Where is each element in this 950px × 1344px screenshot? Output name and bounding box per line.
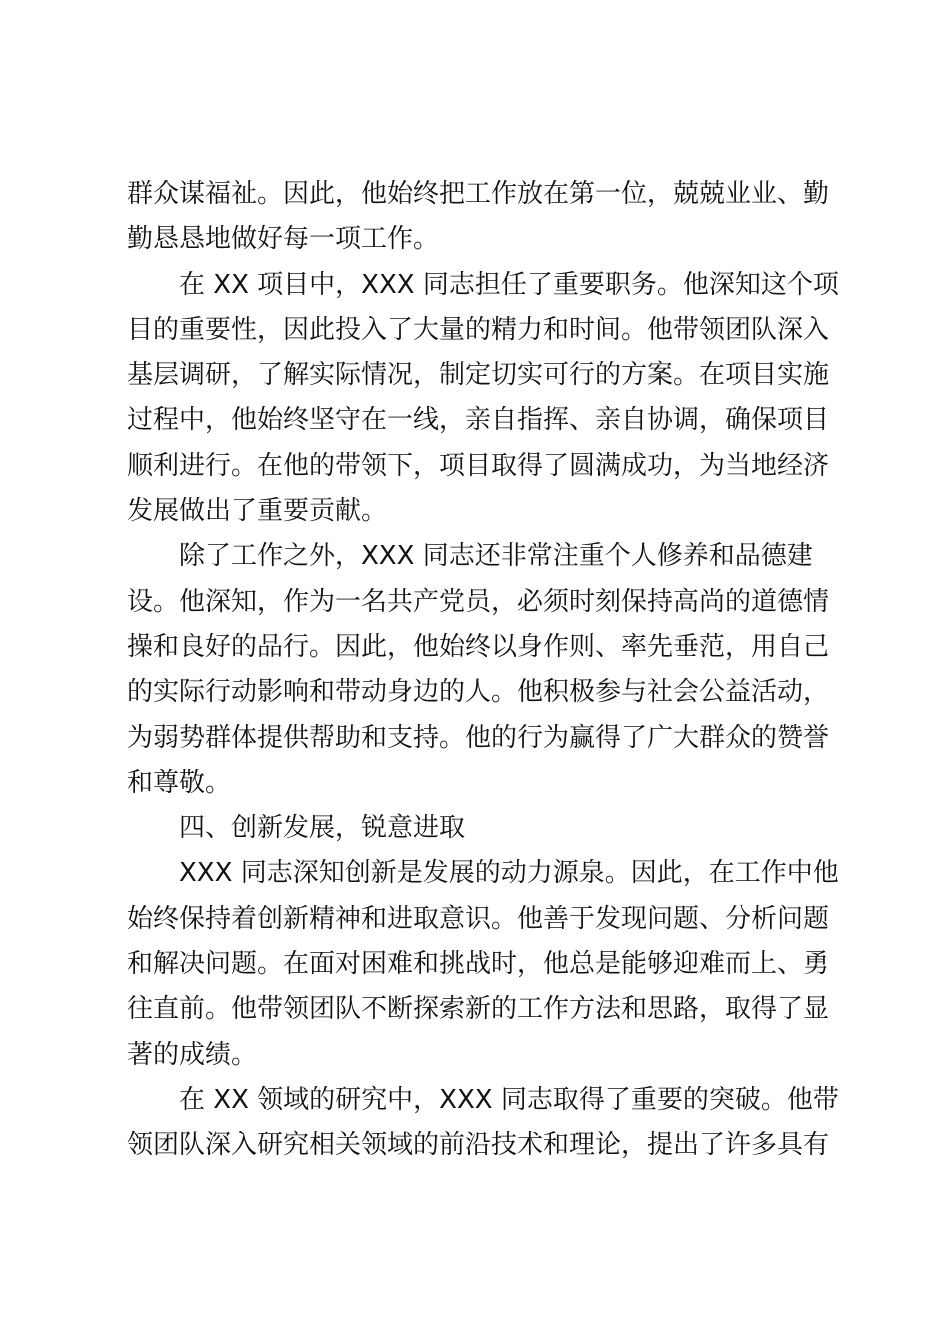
text-line: 为弱势群体提供帮助和支持。他的行为赢得了广大群众的赞誉 — [127, 722, 830, 753]
text-line: 群众谋福祉。因此，他始终把工作放在第一位，兢兢业业、勤 — [127, 179, 830, 209]
text-line: 和解决问题。在面对困难和挑战时，他总是能够迎难而上、勇 — [127, 949, 830, 980]
text-line: 目的重要性，因此投入了大量的精力和时间。他带领团队深入 — [127, 314, 830, 345]
text-line: 过程中，他始终坚守在一线，亲自指挥、亲自协调，确保项目 — [127, 405, 830, 436]
text-line: 顺利进行。在他的带领下，项目取得了圆满成功，为当地经济 — [127, 450, 830, 481]
text-line: 操和良好的品行。因此，他始终以身作则、率先垂范，用自己 — [127, 631, 830, 662]
text-line: XXX 同志深知创新是发展的动力源泉。因此，在工作中他 — [179, 858, 839, 889]
text-line: 始终保持着创新精神和进取意识。他善于发现问题、分析问题 — [127, 903, 830, 934]
text-line: 在 XX 项目中，XXX 同志担任了重要职务。他深知这个项 — [179, 269, 839, 300]
text-line: 勤恳恳地做好每一项工作。 — [127, 224, 440, 255]
text-line: 设。他深知，作为一名共产党员，必须时刻保持高尚的道德情 — [127, 586, 830, 617]
text-line: 在 XX 领域的研究中，XXX 同志取得了重要的突破。他带 — [179, 1084, 839, 1115]
section-heading: 四、创新发展，锐意进取 — [179, 813, 466, 844]
text-line: 往直前。他带领团队不断探索新的工作方法和思路，取得了显 — [127, 994, 830, 1025]
text-line: 领团队深入研究相关领域的前沿技术和理论，提出了许多具有 — [127, 1130, 830, 1161]
text-line: 基层调研，了解实际情况，制定切实可行的方案。在项目实施 — [127, 360, 830, 391]
text-line: 的实际行动影响和带动身边的人。他积极参与社会公益活动， — [127, 677, 830, 708]
text-line: 和尊敬。 — [127, 767, 232, 798]
text-line: 除了工作之外，XXX 同志还非常注重个人修养和品德建 — [179, 541, 813, 572]
body-text — [127, 172, 839, 1169]
text-line: 发展做出了重要贡献。 — [127, 496, 388, 527]
text-line: 著的成绩。 — [127, 1039, 258, 1070]
